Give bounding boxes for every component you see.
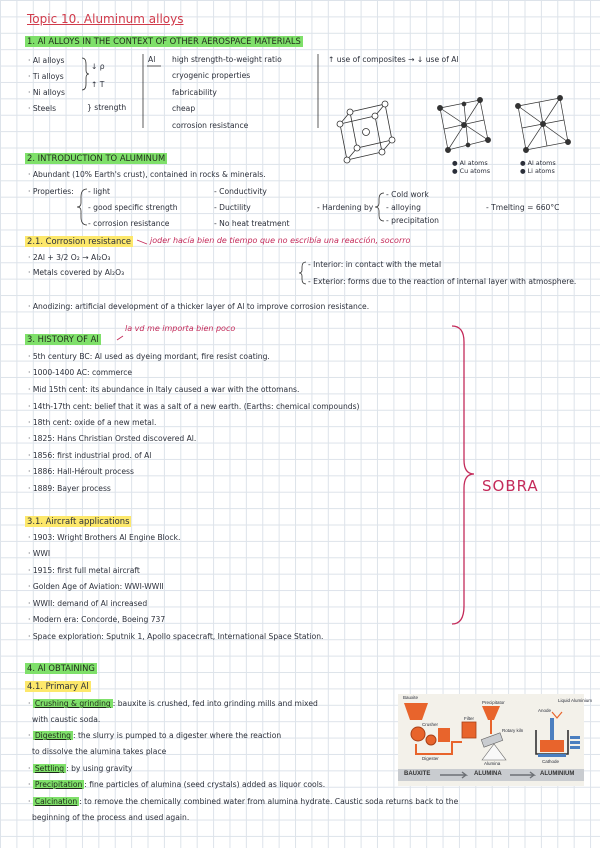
properties-label: · Properties: <box>28 187 74 196</box>
hardening-method: - Cold work <box>386 190 429 199</box>
al-li-crystal-icon <box>515 95 570 152</box>
density-label: ↓ ρ <box>91 62 105 71</box>
property: - No heat treatment <box>214 219 290 228</box>
handwritten-note: joder hacía bien de tiempo que no escribía una reacción, socorro <box>150 236 411 245</box>
application-item: · Golden Age of Aviation: WWI-WWII <box>28 582 164 591</box>
property: - light <box>88 187 110 196</box>
process-diagram <box>398 694 593 786</box>
diagram-label: Bauxite <box>403 695 419 700</box>
bauxite-hopper-icon <box>404 703 428 720</box>
hardening-method: - precipitation <box>386 216 439 225</box>
precipitator-icon <box>482 706 500 720</box>
application-item: · Modern era: Concorde, Boeing 737 <box>28 615 166 624</box>
legend-item: ● Al atoms <box>452 159 488 167</box>
digester-icon <box>438 728 450 742</box>
exterior-layer: - Exterior: forms due to the reaction of internal layer with atmosphere. <box>308 277 577 286</box>
diagram-label: Crusher <box>422 722 439 727</box>
metals-covered: · Metals covered by Al₂O₃ <box>28 268 125 277</box>
diagram-label: Filter <box>464 716 474 721</box>
al-cu-crystal-icon <box>337 101 395 163</box>
cathode-icon <box>538 754 566 757</box>
application-item: · 1903: Wright Brothers Al Engine Block. <box>28 533 181 542</box>
abundance-text: · Abundant (10% Earth's crust), contained in rocks & minerals. <box>28 170 266 179</box>
alloy-item: · Steels <box>28 104 57 113</box>
process-step: · Precipitation : fine particles of alumina (seed crystals) added as liquor cools. <box>28 780 326 789</box>
handwritten-note: la vd me importa bien poco <box>125 324 236 333</box>
history-item: · 1886: Hall-Héroult process <box>28 467 134 476</box>
property: - Conductivity <box>214 187 267 196</box>
legend-item: ● Li atoms <box>520 167 555 175</box>
composites-note: ↑ use of composites → ↓ use of Al <box>328 55 459 64</box>
process-step-cont: to dissolve the alumina takes place <box>32 747 167 756</box>
diagram-label: Liquid Aluminium <box>558 698 593 703</box>
rotary-kiln-icon <box>481 733 503 747</box>
alloy-item: · Al alloys <box>28 56 65 65</box>
lattice-icon <box>437 97 490 152</box>
history-item: · 1000-1400 AC: commerce <box>28 368 133 377</box>
property: - corrosion resistance <box>88 219 170 228</box>
process-step: · Crushing & grinding : bauxite is crushed, fed into grinding mills and mixed <box>28 699 318 708</box>
alloy-item: · Ni alloys <box>28 88 66 97</box>
anode-icon <box>550 718 554 740</box>
history-item: · 1825: Hans Christian Orsted discovered Al. <box>28 434 197 443</box>
interior-layer: - Interior: in contact with the metal <box>308 260 442 269</box>
al-property: high strength-to-weight ratio <box>172 55 282 64</box>
process-step: · Settling : by using gravity <box>28 764 133 773</box>
crusher-icon <box>411 727 425 741</box>
alloy-item: · Ti alloys <box>28 72 64 81</box>
hardening-label: - Hardening by <box>317 203 374 212</box>
section-3-heading: 3. HISTORY OF Al <box>27 334 99 344</box>
history-item: · 5th century BC: Al used as dyeing mordant, fire resist coating. <box>28 352 270 361</box>
history-item: · 18th cent: oxide of a new metal. <box>28 418 157 427</box>
temperature-label: ↑ T <box>91 80 105 89</box>
strength-label: } strength <box>87 103 127 112</box>
property: - Ductility <box>214 203 251 212</box>
diagram-label: Precipitator <box>482 700 505 705</box>
aluminium-ingots-icon <box>570 736 580 749</box>
legend-item: ● Cu atoms <box>452 167 491 175</box>
process-step: · Digesting : the slurry is pumped to a digester where the reaction <box>28 731 282 740</box>
process-step-cont: with caustic soda. <box>32 715 101 724</box>
anodizing-text: · Anodizing: artificial development of a thicker layer of Al to improve corrosion resistance. <box>28 302 370 311</box>
history-item: · 1856: first industrial prod. of Al <box>28 451 152 460</box>
history-item: · Mid 15th cent: its abundance in Italy caused a war with the ottomans. <box>28 385 300 394</box>
stage-label: ALUMINIUM <box>540 771 575 777</box>
legend-item: ● Al atoms <box>520 159 556 167</box>
sobra-annotation: SOBRA <box>482 477 539 495</box>
process-step: · Calcination : to remove the chemically combined water from alumina hydrate. Caustic soda returns back to the <box>28 797 459 806</box>
application-item: · WWI <box>28 549 51 558</box>
diagram-label: Anode <box>538 708 552 713</box>
diagram-label: Digester <box>422 756 439 761</box>
diagram-label: Rotary kiln <box>502 728 524 733</box>
property: - good specific strength <box>88 203 178 212</box>
al-label: Al <box>148 55 156 64</box>
al-property: cheap <box>172 104 196 113</box>
application-item: · Space exploration: Sputnik 1, Apollo spacecraft, International Space Station. <box>28 632 324 641</box>
diagram-label: Alumina <box>484 761 501 766</box>
al-property: cryogenic properties <box>172 71 251 80</box>
hardening-method: - alloying <box>386 203 421 212</box>
stage-label: BAUXITE <box>404 771 431 777</box>
section-4-heading: 4. Al OBTAINING <box>27 663 95 673</box>
section-2-1-heading: 2.1. Corrosion resistance <box>27 236 132 246</box>
al-property: corrosion resistance <box>172 121 249 130</box>
stage-label: ALUMINA <box>474 771 502 777</box>
process-step-cont: beginning of the process and used again. <box>32 813 190 822</box>
history-item: · 14th-17th cent: belief that it was a salt of a new earth. (Earths: chemical compounds) <box>28 402 360 411</box>
section-3-1-heading: 3.1. Aircraft applications <box>27 516 130 526</box>
filter-icon <box>462 722 476 738</box>
application-item: · 1915: first full metal aircraft <box>28 566 140 575</box>
page-title: Topic 10. Aluminum alloys <box>27 12 184 26</box>
reaction: · 2Al + 3/2 O₂ → Al₂O₃ <box>28 253 111 262</box>
history-item: · 1889: Bayer process <box>28 484 111 493</box>
section-4-1-heading: 4.1. Primary Al <box>27 681 89 691</box>
application-item: · WWII: demand of Al increased <box>28 599 148 608</box>
al-property: fabricability <box>172 88 217 97</box>
diagram-label: Cathode <box>542 759 560 764</box>
section-2-heading: 2. INTRODUCTION TO ALUMINUM <box>27 153 166 163</box>
section-1-heading: 1. Al ALLOYS IN THE CONTEXT OF OTHER AEROSPACE MATERIALS <box>27 36 301 46</box>
melting-temperature: - Tmelting = 660°C <box>486 203 560 212</box>
